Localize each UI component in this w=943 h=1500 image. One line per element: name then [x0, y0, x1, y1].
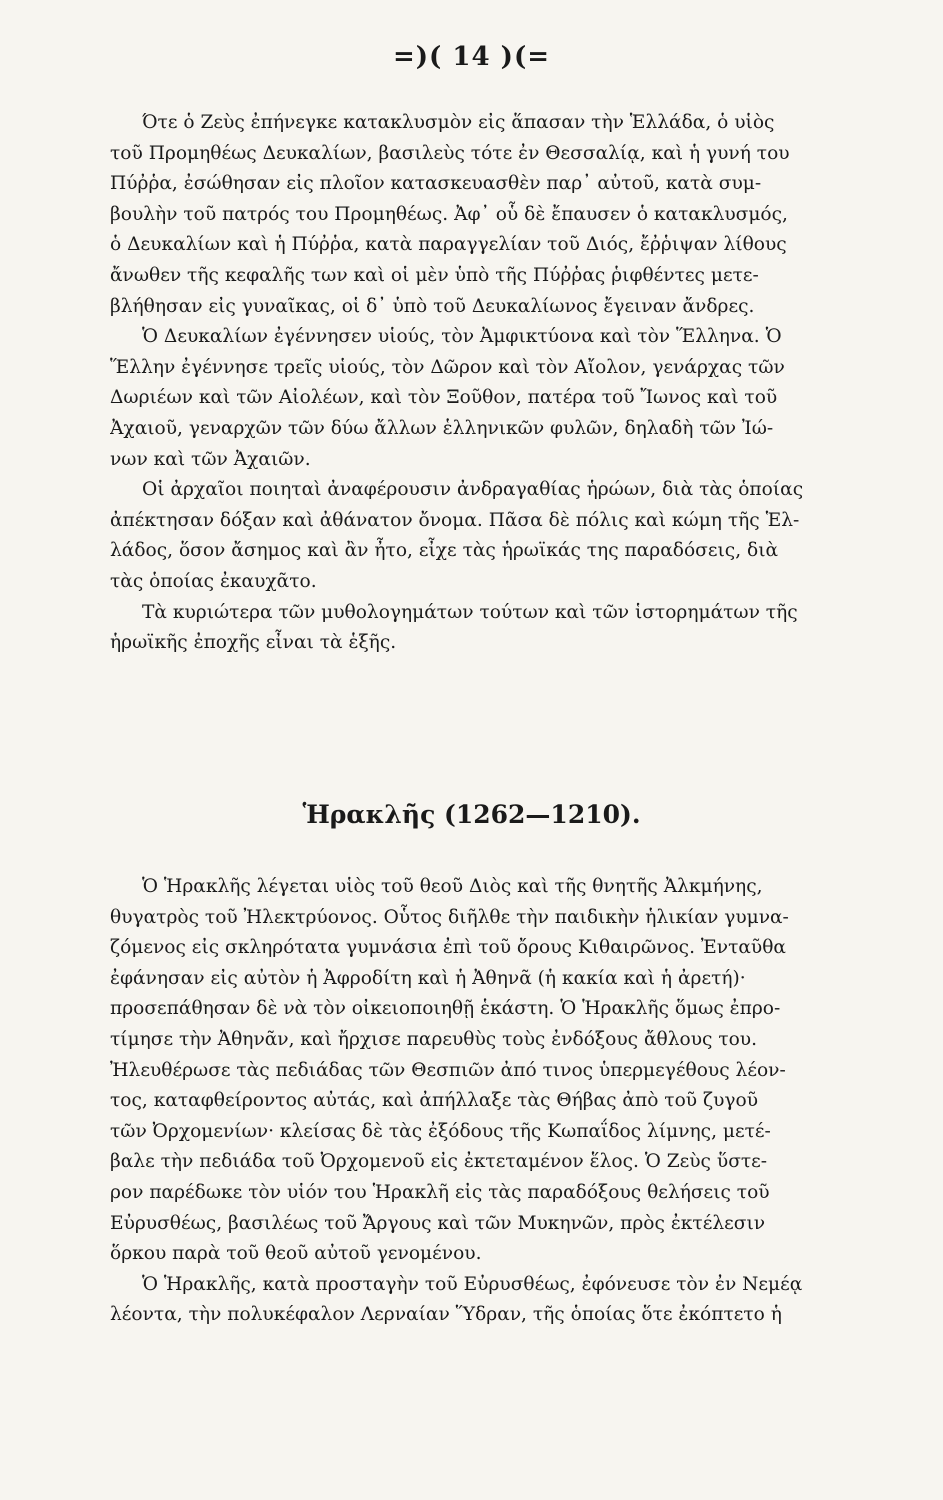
paragraph-poets: [110, 475, 905, 597]
text-line: Οἱ ἀρχαῖοι ποιηταὶ ἀναφέρουσιν ἀνδραγαθίας ἡρώων, διὰ τὰς ὁποίας: [142, 479, 804, 501]
text-line: τίμησε τὴν Ἀθηνᾶν, καὶ ἤρχισε παρευθὺς τοὺς ἐνδόξους ἄθλους του.: [110, 1028, 758, 1050]
text-line: προσεπάθησαν δὲ νὰ τὸν οἰκειοποιηθῇ ἑκάστη. Ὁ Ἡρακλῆς ὅμως ἐπρο-: [110, 998, 781, 1020]
text-line: Ἠλευθέρωσε τὰς πεδιάδας τῶν Θεσπιῶν ἀπό τινος ὑπερμεγέθους λέον-: [110, 1059, 786, 1081]
text-line: τοῦ Προμηθέως Δευκαλίων, βασιλεὺς τότε ἐν Θεσσαλίᾳ, καὶ ἡ γυνή του: [110, 142, 790, 164]
text-line: βλήθησαν εἰς γυναῖκας, οἱ δ᾽ ὑπὸ τοῦ Δευκαλίωνος ἔγειναν ἄνδρες.: [110, 295, 755, 317]
text-line: Δωριέων καὶ τῶν Αἰολέων, καὶ τὸν Ξοῦθον, πατέρα τοῦ Ἴωνος καὶ τοῦ: [110, 387, 778, 409]
paragraph-heracles-birth: [110, 872, 905, 1270]
paragraph-myths: [110, 598, 905, 659]
text-line: Ὁ Ἡρακλῆς λέγεται υἱὸς τοῦ θεοῦ Διὸς καὶ τῆς θνητῆς Ἀλκμήνης,: [142, 876, 763, 897]
text-line: τὰς ὁποίας ἐκαυχᾶτο.: [110, 570, 317, 592]
text-line: τῶν Ὀρχομενίων· κλείσας δὲ τὰς ἐξόδους τῆς Κωπαΐδος λίμνης, μετέ-: [110, 1120, 771, 1142]
text-line: νων καὶ τῶν Ἀχαιῶν.: [110, 448, 311, 470]
text-line: ἀπέκτησαν δόξαν καὶ ἀθάνατον ὄνομα. Πᾶσα δὲ πόλις καὶ κώμη τῆς Ἑλ-: [110, 509, 800, 531]
text-line: Τὰ κυριώτερα τῶν μυθολογημάτων τούτων καὶ τῶν ἱστορημάτων τῆς: [142, 601, 798, 623]
text-line: ρον παρέδωκε τὸν υἱόν του Ἡρακλῆ εἰς τὰς παραδόξους θελήσεις τοῦ: [110, 1181, 770, 1203]
text-line: ζόμενος εἰς σκληρότατα γυμνάσια ἐπὶ τοῦ ὄρους Κιθαιρῶνος. Ἐνταῦθα: [110, 937, 786, 959]
text-line: Ἕλλην ἐγέννησε τρεῖς υἱούς, τὸν Δῶρον καὶ τὸν Αἴολον, γενάρχας τῶν: [110, 356, 785, 378]
text-line: θυγατρὸς τοῦ Ἠλεκτρύονος. Οὗτος διῆλθε τὴν παιδικὴν ἡλικίαν γυμνα-: [110, 906, 789, 928]
text-line: ὅρκου παρὰ τοῦ θεοῦ αὐτοῦ γενομένου.: [110, 1243, 482, 1265]
paragraph-labours: [110, 1270, 905, 1331]
text-line: Ότε ὁ Ζεὺς ἐπήνεγκε κατακλυσμὸν εἰς ἅπασαν τὴν Ἑλλάδα, ὁ υἱὸς: [142, 112, 775, 133]
paragraph-hellen: [110, 322, 905, 475]
text-line: ἡρωϊκῆς ἐποχῆς εἶναι τὰ ἑξῆς.: [110, 632, 397, 654]
text-line: Ἀχαιοῦ, γεναρχῶν τῶν δύω ἄλλων ἑλληνικῶν φυλῶν, δηλαδὴ τῶν Ἰώ-: [110, 417, 774, 439]
text-line: ἄνωθεν τῆς κεφαλῆς των καὶ οἱ μὲν ὑπὸ τῆς Πύῤῥας ῥιφθέντες μετε-: [110, 264, 759, 286]
text-line: Πύῤῥα, ἐσώθησαν εἰς πλοῖον κατασκευασθὲν παρ᾽ αὐτοῦ, κατὰ συμ-: [110, 173, 762, 195]
page-number: =)( 14 )(=: [392, 42, 551, 72]
text-line: βαλε τὴν πεδιάδα τοῦ Ὀρχομενοῦ εἰς ἐκτεταμένον ἕλος. Ὁ Ζεὺς ὕστε-: [110, 1151, 768, 1173]
heracles-text: [110, 872, 905, 1331]
text-line: λέοντα, τὴν πολυκέφαλον Λερναίαν Ὕδραν, τῆς ὁποίας ὅτε ἐκόπτετο ἡ: [110, 1304, 782, 1326]
text-line: ὁ Δευκαλίων καὶ ἡ Πύῤῥα, κατὰ παραγγελίαν τοῦ Διός, ἔῤῥιψαν λίθους: [110, 234, 787, 256]
section-heading: Ἡρακλῆς (1262—1210).: [302, 800, 641, 829]
paragraph-deluge: [110, 108, 905, 322]
text-line: ἐφάνησαν εἰς αὐτὸν ἡ Ἀφροδίτη καὶ ἡ Ἀθηνᾶ (ἡ κακία καὶ ἡ ἀρετή)·: [110, 967, 746, 989]
text-line: λάδος, ὅσον ἄσημος καὶ ἂν ἦτο, εἶχε τὰς ἡρωϊκάς της παραδόσεις, διὰ: [110, 540, 779, 562]
text-line: τος, καταφθείροντος αὐτάς, καὶ ἀπήλλαξε τὰς Θήβας ἀπὸ τοῦ ζυγοῦ: [110, 1090, 758, 1112]
text-line: Ὁ Δευκαλίων ἐγέννησεν υἱούς, τὸν Ἀμφικτύονα καὶ τὸν Ἕλληνα. Ὁ: [142, 326, 782, 348]
text-line: βουλὴν τοῦ πατρός του Προμηθέως. Ἀφ᾽ οὗ δὲ ἔπαυσεν ὁ κατακλυσμός,: [110, 203, 788, 225]
intro-text: [110, 108, 905, 659]
text-line: Εὐρυσθέως, βασιλέως τοῦ Ἄργους καὶ τῶν Μυκηνῶν, πρὸς ἐκτέλεσιν: [110, 1212, 766, 1234]
text-line: Ὁ Ἡρακλῆς, κατὰ προσταγὴν τοῦ Εὐρυσθέως, ἐφόνευσε τὸν ἐν Νεμέᾳ: [142, 1273, 803, 1295]
